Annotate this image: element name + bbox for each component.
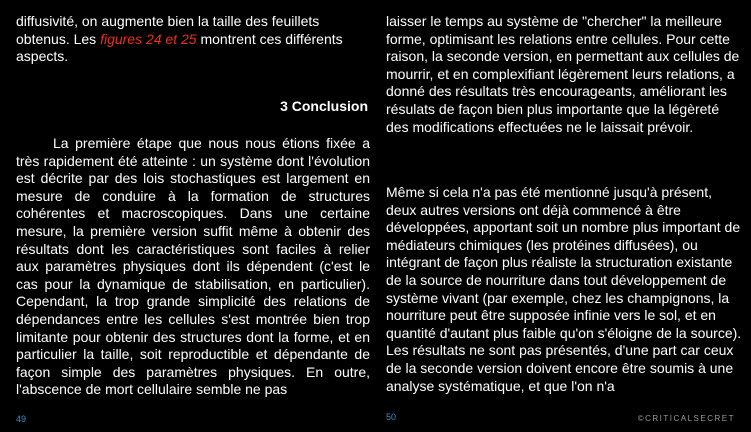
conclusion-paragraph: La première étape que nous nous étions fixée a très rapidement été atteinte : un système dont l'évolution est décrite par des lois stochastiques est largement en mesure de conduire à la formation de structures cohérentes et macroscopiques. Dans une certaine mesure, la première version suffit même à obtenir des résultats dont les caractéristiques sont faciles à relier aux paramètres physiques dont ils dépendent (c'est le cas pour la dynamique de stabilisation, en particulier). Cependant, la trop grande simplicité des relations de dépendances entre les cellules s'est montrée bien trop limitante pour obtenir des structures dont la forme, et en particulier la taille, soit reproductible et dépendante de façon simple des paramètres physiques. En outre, l'abscence de mort cellulaire semble ne pas	[16, 135, 370, 398]
left-intro-paragraph	[16, 13, 368, 66]
copyright-mark: ©CRITICALSECRET	[637, 414, 735, 423]
page-number-right: 50	[386, 412, 397, 422]
right-paragraph-1: laisser le temps au système de "chercher" la meilleure forme, optimisant les relations entre cellules. Pour cette raison, la seconde version, en permettant aux cellules de mourrir, et en complexifiant légèrement leurs relations, a donné des résultats très encourageants, améliorant les résulats de façon bien plus importante que la légèreté des modifications effectuées ne le laissait prévoir.	[386, 13, 740, 135]
right-paragraph-2: Même si cela n'a pas été mentionné jusqu'à présent, deux autres versions ont déjà commencé à être développées, apportant soit un nombre plus important de médiateurs chimiques (les protéines diffusées), ou intégrant de façon plus réaliste la structuration existante de la source de nourriture dans tout développement de système vivant (par exemple, chez les champignons, la nourriture peut être supposée infinie vers le sol, et en quantité d'autant plus faible qu'on s'éloigne de la source). Les résultats ne sont pas présentés, d'une part car ceux de la seconde version doivent encore être soumis à une analyse systématique, et que l'on n'a	[386, 184, 742, 394]
intro-text-before: diffusivité, on augmente bien la taille des feuillets obtenus. Les	[16, 13, 320, 47]
left-page	[0, 0, 375, 432]
right-page	[376, 0, 751, 432]
page-number-left: 49	[16, 414, 27, 424]
intro-text-after: montrent ces différents aspects.	[16, 30, 343, 65]
section-heading: 3 Conclusion	[280, 98, 368, 114]
figure-reference-link[interactable]: figures 24 et 25	[100, 30, 197, 47]
